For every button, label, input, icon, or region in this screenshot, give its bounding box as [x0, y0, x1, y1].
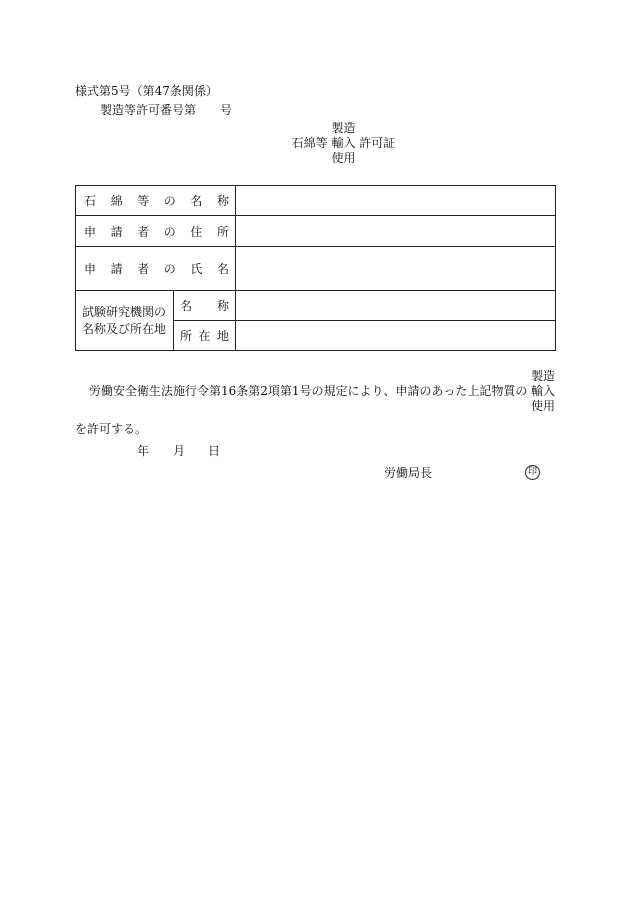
permit-number: 製造等許可番号第 号 — [100, 103, 233, 117]
institution-label — [76, 291, 174, 351]
date-day: 日 — [208, 444, 221, 458]
applicant-address-label-char: 者 — [137, 224, 150, 239]
applicant-name-label — [76, 247, 236, 291]
applicant-address-label-char: 請 — [110, 224, 123, 239]
date-month: 月 — [173, 444, 186, 458]
body-stack-top: 製造 — [531, 369, 556, 383]
institution-name-label-char: 称 — [216, 299, 229, 313]
applicant-name-field[interactable] — [236, 247, 556, 291]
applicant-name-label-char: の — [163, 262, 176, 276]
asbestos-name-field[interactable] — [236, 186, 556, 216]
institution-location-field[interactable] — [236, 321, 556, 351]
applicant-address-label — [76, 216, 236, 247]
applicant-address-label-char: 所 — [216, 224, 229, 239]
form-number: 様式第5号（第47条関係） — [75, 84, 218, 98]
asbestos-name-label-char: 等 — [137, 194, 150, 208]
issuer-title: 労働局長 — [384, 466, 433, 480]
title-bottom: 使用 — [331, 151, 356, 165]
asbestos-name-label-char: 綿 — [110, 194, 123, 208]
applicant-name-label-char: 申 — [84, 262, 97, 276]
applicant-address-label-char: 申 — [84, 224, 97, 239]
document-title: 石綿等 輸入 許可証 — [291, 136, 396, 150]
institution-location-label-char: 在 — [198, 329, 211, 343]
institution-label-line2: 名称及び所在地 — [82, 321, 167, 336]
applicant-name-label-char: 氏 — [190, 262, 203, 276]
institution-name-label-char: 名 — [180, 299, 193, 313]
institution-location-label — [174, 321, 236, 351]
body-stack-bottom: 使用 — [531, 399, 556, 413]
permit-statement: を許可する。 — [75, 422, 148, 436]
asbestos-name-label-char: 名 — [190, 194, 203, 208]
asbestos-name-label-char: の — [163, 194, 176, 208]
body-main-text: 労働安全衛生法施行令第16条第2項第1号の規定により、申請のあった上記物質の — [89, 384, 528, 398]
date-year: 年 — [137, 444, 150, 458]
institution-location-label-char: 所 — [180, 329, 193, 343]
body-stack-middle: 輸入 — [531, 384, 556, 398]
applicant-name-label-char: 者 — [137, 262, 150, 276]
applicant-address-field[interactable] — [236, 216, 556, 247]
asbestos-name-label — [76, 186, 236, 216]
applicant-address-label-char: 住 — [190, 224, 203, 239]
seal-mark: 印 — [525, 465, 540, 480]
permit-form-table — [75, 185, 556, 351]
applicant-name-label-char: 請 — [110, 262, 123, 276]
asbestos-name-label-char: 称 — [216, 194, 229, 208]
applicant-address-label-char: の — [163, 224, 176, 239]
applicant-name-label-char: 名 — [216, 262, 229, 276]
asbestos-name-label-char: 石 — [84, 194, 97, 208]
institution-name-field[interactable] — [236, 291, 556, 321]
title-top: 製造 — [331, 121, 356, 135]
institution-location-label-char: 地 — [216, 329, 229, 343]
institution-label-line1: 試験研究機関の — [82, 304, 167, 319]
institution-name-label — [174, 291, 236, 321]
